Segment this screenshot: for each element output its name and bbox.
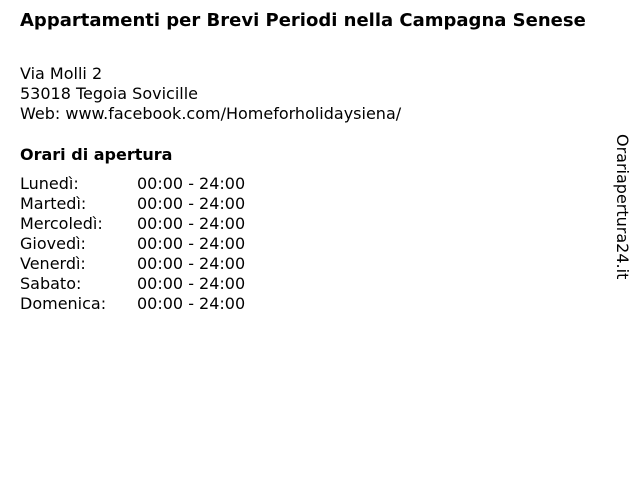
- hours-row-saturday: [20, 274, 245, 294]
- hours-row-tuesday: [20, 194, 245, 214]
- website-link[interactable]: Web: www.facebook.com/Homeforholidaysiena/: [20, 104, 402, 123]
- address-street: Via Molli 2: [20, 64, 103, 83]
- hours-time-value: 00:00 - 24:00: [137, 194, 246, 213]
- hours-time-value: 00:00 - 24:00: [137, 174, 246, 193]
- hours-day-label: Domenica:: [20, 294, 107, 313]
- hours-row-thursday: [20, 234, 245, 254]
- hours-row-monday: [20, 174, 245, 194]
- brand-side-text: Orariapertura24.it: [613, 134, 632, 280]
- hours-time-value: 00:00 - 24:00: [137, 274, 246, 293]
- hours-row-wednesday: [20, 214, 245, 234]
- hours-day-label: Giovedì:: [20, 234, 86, 253]
- opening-hours-title: Orari di apertura: [20, 145, 173, 164]
- hours-time-value: 00:00 - 24:00: [137, 254, 246, 273]
- hours-time-value: 00:00 - 24:00: [137, 294, 246, 313]
- hours-row-friday: [20, 254, 245, 274]
- hours-day-label: Sabato:: [20, 274, 82, 293]
- hours-time-value: 00:00 - 24:00: [137, 214, 246, 233]
- hours-day-label: Lunedì:: [20, 174, 79, 193]
- address-city: 53018 Tegoia Sovicille: [20, 84, 198, 103]
- hours-day-label: Martedì:: [20, 194, 87, 213]
- opening-hours-table: [20, 174, 245, 314]
- address-block: [20, 64, 401, 124]
- hours-day-label: Venerdì:: [20, 254, 86, 273]
- hours-time-value: 00:00 - 24:00: [137, 234, 246, 253]
- hours-day-label: Mercoledì:: [20, 214, 103, 233]
- hours-row-sunday: [20, 294, 245, 314]
- page-title: Appartamenti per Brevi Periodi nella Campagna Senese: [20, 10, 586, 31]
